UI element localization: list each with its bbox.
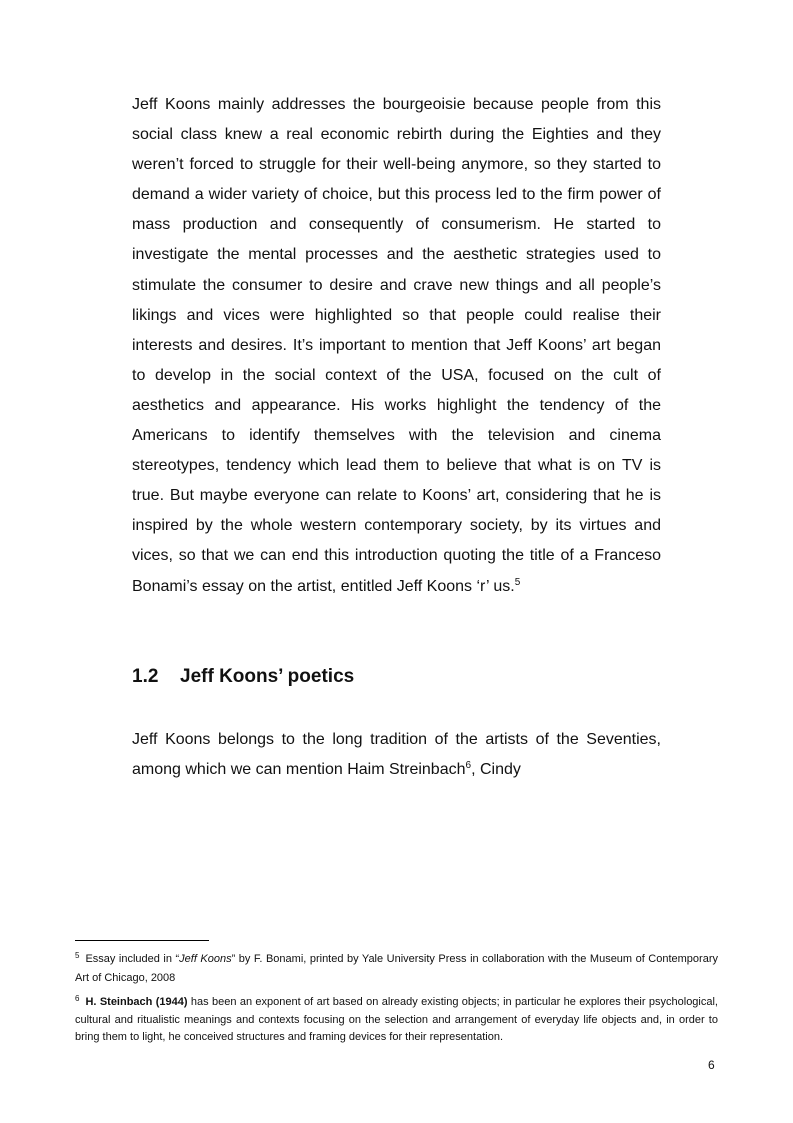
section-heading xyxy=(132,664,354,690)
footnote-5-prefix: Essay included in “ xyxy=(85,953,180,965)
section-title: Jeff Koons’ poetics xyxy=(180,666,355,687)
footnote-6 xyxy=(75,994,718,1047)
body-paragraph-2 xyxy=(132,725,661,785)
footnote-5-marker: 5 xyxy=(75,951,80,960)
footnote-5-text: ” by F. Bonami, printed by Yale University Press in collaboration with the Museum of Contemporary Art of Chicago, 2008 xyxy=(75,953,718,984)
paragraph-1-text: Jeff Koons mainly addresses the bourgeoisie because people from this social class knew a real economic rebirth during the Eighties and they weren’t forced to struggle for their well-being anymore, so they started to demand a wider variety of choice, but this process led to the firm power of mass production and consequently of consumerism. He started to investigate the mental processes and the aesthetic strategies used to stimulate the consumer to desire and crave new things and all people’s likings and vices were highlighted so that people could realise their interests and desires. It’s important to mention that Jeff Koons’ art began to develop in the social context of the USA, focused on the cult of aesthetics and appearance. His works highlight the tendency of the Americans to identify themselves with the television and cinema stereotypes, tendency which lead them to believe that what is on TV is true. But maybe everyone can relate to Koons’ art, considering that he is inspired by the whole western contemporary society, by its virtues and vices, so that we can end this introduction quoting the title of a Franceso Bonami’s essay on the artist, entitled Jeff Koons ‘r’ us. xyxy=(132,96,661,595)
footnote-ref-5[interactable]: 5 xyxy=(514,576,521,588)
page-number: 6 xyxy=(708,1058,715,1072)
paragraph-2-text: Jeff Koons belongs to the long tradition of the artists of the Seventies, among which we can mention Haim Streinbach xyxy=(132,731,661,779)
footnote-6-text: has been an exponent of art based on already existing objects; in particular he explores their psychological, cultural and ritualistic meanings and contexts focusing on the selection and arrangement of everyday life objects and, in order to bring them to light, he conceived structures and framing devices for their representation. xyxy=(75,996,718,1043)
footnote-5-title: Jeff Koons xyxy=(179,953,232,965)
body-paragraph-1 xyxy=(132,90,661,602)
paragraph-2-continuation: , Cindy xyxy=(471,761,521,779)
footnote-5 xyxy=(75,950,718,987)
footnote-6-marker: 6 xyxy=(75,994,80,1003)
footnote-ref-6[interactable]: 6 xyxy=(465,760,472,772)
section-number: 1.2 xyxy=(132,666,159,687)
footnote-separator xyxy=(75,940,209,941)
footnote-6-name: H. Steinbach (1944) xyxy=(85,996,188,1008)
